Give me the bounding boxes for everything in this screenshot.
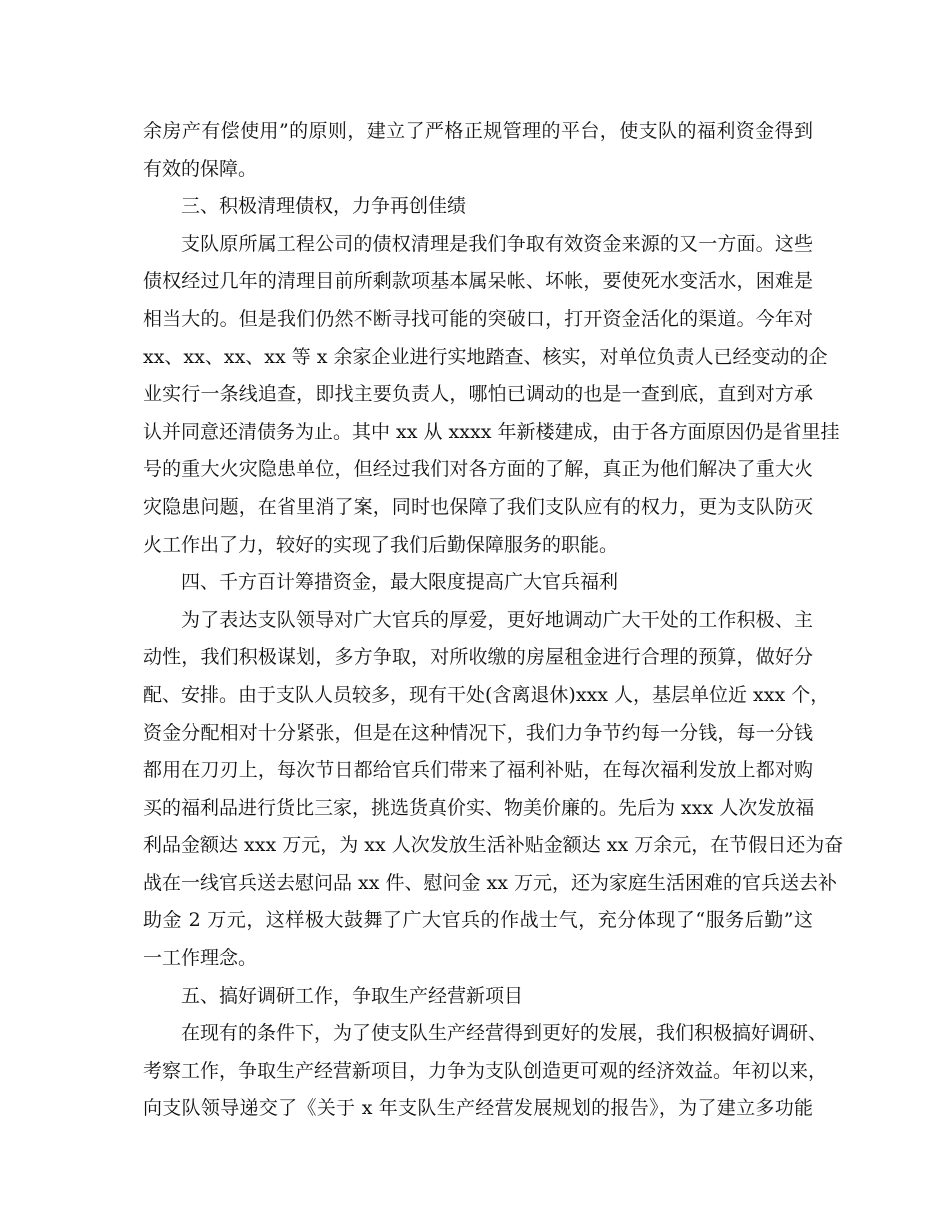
text-line: 一工作理念。 bbox=[143, 947, 258, 970]
text-line: 助金 2 万元，这样极大鼓舞了广大官兵的作战士气，充分体现了“服务后勤”这 bbox=[143, 909, 813, 932]
document-body bbox=[143, 113, 844, 1128]
text-line: 债权经过几年的清理目前所剩款项基本属呆帐、坏帐，要使死水变活水，困难是 bbox=[143, 270, 813, 293]
text-line: 配、安排。由于支队人员较多，现有干处(含离退休)xxx 人，基层单位近 xxx 个， bbox=[143, 683, 830, 706]
text-line: 战在一线官兵送去慰问品 xx 件、慰问金 xx 万元，还为家庭生活困难的官兵送去补 bbox=[143, 871, 838, 894]
text-line: 买的福利品进行货比三家，挑选货真价实、物美价廉的。先后为 xxx 人次发放福 bbox=[143, 796, 815, 819]
section-heading: 五、搞好调研工作，争取生产经营新项目 bbox=[181, 984, 524, 1007]
text-line: 利品金额达 xxx 万元，为 xx 人次发放生活补贴金额达 xx 万余元，在节假日还为奋 bbox=[143, 834, 844, 857]
text-line: 认并同意还清债务为止。其中 xx 从 xxxx 年新楼建成，由于各方面原因仍是省里挂 bbox=[143, 420, 840, 443]
section-heading: 四、千方百计筹措资金，最大限度提高广大官兵福利 bbox=[181, 571, 619, 594]
text-line: xx、xx、xx、xx 等 x 余家企业进行实地踏查、核实，对单位负责人已经变动的企 bbox=[143, 345, 828, 368]
text-line: 考察工作，争取生产经营新项目，力争为支队创造更可观的经济效益。年初以来， bbox=[143, 1059, 828, 1082]
text-line: 动性，我们积极谋划，多方争取，对所收缴的房屋租金进行合理的预算，做好分 bbox=[143, 646, 813, 669]
text-line: 有效的保障。 bbox=[143, 157, 258, 180]
text-line: 资金分配相对十分紧张，但是在这种情况下，我们力争节约每一分钱，每一分钱 bbox=[143, 721, 813, 744]
text-line: 都用在刀刃上，每次节日都给官兵们带来了福利补贴，在每次福利发放上都对购 bbox=[143, 759, 813, 782]
text-line: 相当大的。但是我们仍然不断寻找可能的突破口，打开资金活化的渠道。今年对 bbox=[143, 307, 813, 330]
text-line: 在现有的条件下，为了使支队生产经营得到更好的发展，我们积极搞好调研、 bbox=[181, 1022, 828, 1045]
text-line: 余房产有偿使用”的原则，建立了严格正规管理的平台，使支队的福利资金得到 bbox=[143, 120, 813, 142]
text-line: 为了表达支队领导对广大官兵的厚爱，更好地调动广大干处的工作积极、主 bbox=[181, 608, 813, 631]
section-heading: 三、积极清理债权，力争再创佳绩 bbox=[181, 195, 467, 218]
text-line: 火工作出了力，较好的实现了我们后勤保障服务的职能。 bbox=[143, 533, 619, 556]
text-line: 向支队领导递交了《关于 x 年支队生产经营发展规划的报告》，为了建立多功能 bbox=[143, 1097, 813, 1120]
text-line: 灾隐患问题，在省里消了案，同时也保障了我们支队应有的权力，更为支队防灭 bbox=[143, 495, 813, 518]
text-line: 号的重大火灾隐患单位，但经过我们对各方面的了解，真正为他们解决了重大火 bbox=[143, 458, 813, 481]
text-line: 业实行一条线追查，即找主要负责人，哪怕已调动的也是一查到底，直到对方承 bbox=[143, 383, 813, 406]
text-line: 支队原所属工程公司的债权清理是我们争取有效资金来源的又一方面。这些 bbox=[181, 232, 813, 255]
